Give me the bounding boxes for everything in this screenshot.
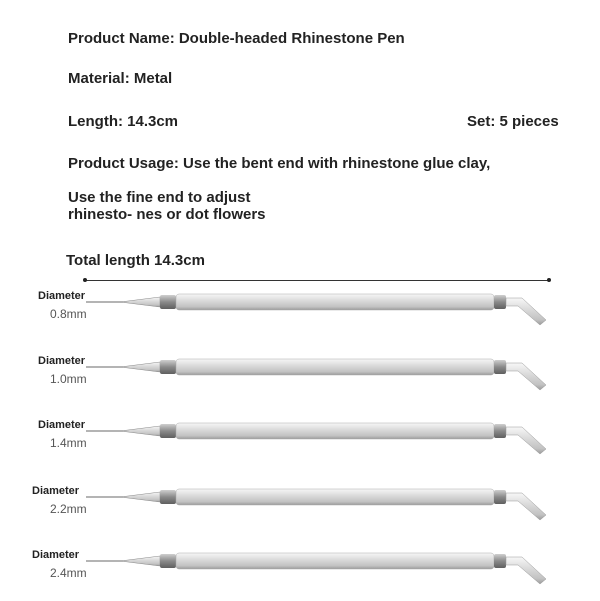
diameter-value: 2.2mm bbox=[50, 502, 87, 516]
diameter-value: 0.8mm bbox=[50, 307, 87, 321]
total-length-label: Total length 14.3cm bbox=[66, 252, 205, 269]
diameter-value: 1.4mm bbox=[50, 436, 87, 450]
pen-row-2.4mm bbox=[0, 551, 600, 601]
diameter-label: Diameter bbox=[38, 355, 86, 367]
rhinestone-pen-image bbox=[0, 292, 600, 342]
rhinestone-pen-image bbox=[0, 487, 600, 537]
dimension-endpoint-left bbox=[83, 278, 87, 282]
pen-row-1.0mm bbox=[0, 357, 600, 407]
product-name: Product Name: Double-headed Rhinestone Pen bbox=[68, 30, 405, 47]
dimension-endpoint-right bbox=[547, 278, 551, 282]
dimension-line bbox=[84, 280, 550, 281]
diameter-label: Diameter bbox=[32, 549, 80, 561]
diameter-value: 2.4mm bbox=[50, 566, 87, 580]
rhinestone-pen-image bbox=[0, 551, 600, 601]
pen-row-1.4mm bbox=[0, 421, 600, 471]
pen-row-2.2mm bbox=[0, 487, 600, 537]
diameter-label: Diameter bbox=[32, 485, 80, 497]
pen-row-0.8mm bbox=[0, 292, 600, 342]
diameter-label: Diameter bbox=[38, 290, 86, 302]
rhinestone-pen-image bbox=[0, 357, 600, 407]
set-count: Set: 5 pieces bbox=[467, 113, 559, 130]
product-usage: Product Usage: Use the bent end with rhinestone glue clay, bbox=[68, 155, 491, 172]
rhinestone-pen-image bbox=[0, 421, 600, 471]
product-usage-continued: Use the fine end to adjust rhinesto- nes or dot flowers bbox=[68, 189, 266, 223]
diameter-label: Diameter bbox=[38, 419, 86, 431]
diameter-value: 1.0mm bbox=[50, 372, 87, 386]
length: Length: 14.3cm bbox=[68, 113, 179, 130]
material: Material: Metal bbox=[68, 70, 173, 87]
